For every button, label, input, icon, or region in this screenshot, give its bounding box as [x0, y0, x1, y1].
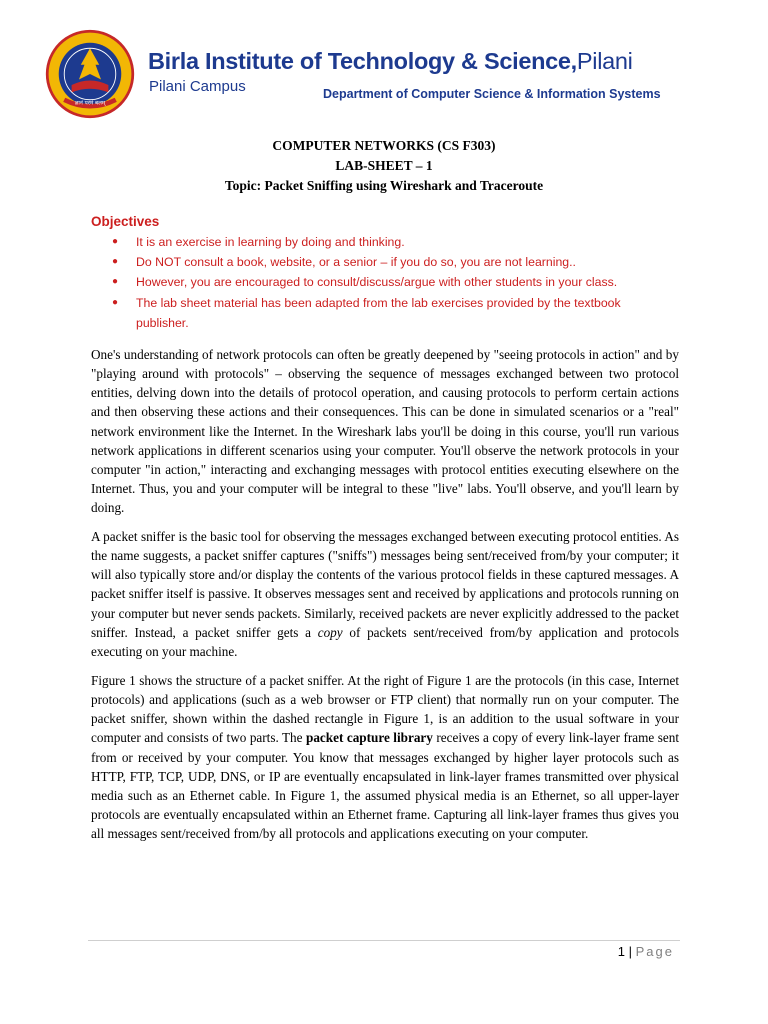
logo-motto: ज्ञानं परमं बलम्: [74, 100, 106, 107]
objective-item: ● Do NOT consult a book, website, or a senior – if you do so, you are not learning..: [112, 252, 672, 272]
packet-sniffer-paragraph: A packet sniffer is the basic tool for observing the messages exchanged between executing protocol entities. As the name suggests, a packet sniffer captures ("sniffs") messages being sent/received from/by your computer; it will also typically store and/or display the contents of the various protocol fields in these captured messages. A packet sniffer itself is passive. It observes messages sent and received by applications and protocols running on your computer but never sends packets. Similarly, received packets are never explicitly addressed to the packet sniffer. Instead, a packet sniffer gets a copy of packets sent/received from/by application and protocols executing on your machine.: [91, 529, 679, 659]
objectives-list: [112, 232, 672, 333]
bits-logo: [44, 28, 136, 120]
topic-title: Topic: Packet Sniffing using Wireshark and Traceroute: [224, 178, 544, 193]
course-title: COMPUTER NETWORKS (CS F303): [272, 138, 496, 153]
institute-name: [148, 48, 633, 75]
lab-sheet-title: LAB-SHEET – 1: [335, 158, 433, 173]
campus-name: Pilani Campus: [149, 78, 246, 95]
objective-item: ● However, you are encouraged to consult/discuss/argue with other students in your class.: [112, 272, 672, 292]
intro-paragraph: One's understanding of network protocols can often be greatly deepened by "seeing protocols in action" and by "playing around with protocols" – observing the sequence of messages exchanged between two protocol entities, delving down into the details of protocol operation, and causing protocols to perform certain actions and then observing these actions and their consequences. This can be done in simulated scenarios or a "real" network environment like the Internet. In the Wireshark labs you'll be doing in this course, you'll run various network applications in different scenarios using your computer. You'll observe the network protocols in your computer "in action," interacting and exchanging messages with protocol entities executing elsewhere on the Internet. Thus, you and your computer will be integral to these "live" labs. You'll observe, and you'll learn by doing.: [91, 347, 679, 516]
page-number: 1 | Page: [617, 944, 674, 959]
document-titles: [0, 136, 768, 196]
figure-structure-paragraph: Figure 1 shows the structure of a packet sniffer. At the right of Figure 1 are the protocols (in this case, Internet protocols) and applications (such as a web browser or FTP client) that normally run on your computer. The packet sniffer, shown within the dashed rectangle in Figure 1, is an addition to the usual software in your computer and consists of two parts. The packet capture library receives a copy of every link-layer frame sent from or received by your computer. You know that messages exchanged by higher layer protocols such as HTTP, FTP, TCP, UDP, DNS, or IP are eventually encapsulated in link-layer frames transmitted over physical media such as an Ethernet cable. In Figure 1, the assumed physical media is an Ethernet, so all upper-layer protocols are eventually encapsulated within an Ethernet frame. Capturing all link-layer frames thus gives you all messages sent/received from/by all protocols and applications executing on your computer.: [91, 673, 679, 842]
footer-divider: [88, 940, 680, 941]
copy-emphasis: copy: [317, 624, 343, 640]
bullet-icon: ●: [112, 256, 119, 268]
objective-item: ● The lab sheet material has been adapted from the lab exercises provided by the textbook publisher.: [112, 293, 672, 333]
institute-pilani-text: Pilani: [576, 48, 633, 74]
packet-capture-library-term: packet capture library: [306, 730, 433, 746]
objectives-heading: Objectives: [91, 214, 160, 229]
department-name: Department of Computer Science & Information Systems: [323, 87, 661, 101]
bullet-icon: ●: [112, 276, 119, 288]
bullet-icon: ●: [112, 296, 119, 308]
objective-item: ● It is an exercise in learning by doing and thinking.: [112, 232, 672, 252]
bullet-icon: ●: [112, 236, 119, 247]
institute-main-text: Birla Institute of Technology & Science,: [148, 48, 577, 74]
